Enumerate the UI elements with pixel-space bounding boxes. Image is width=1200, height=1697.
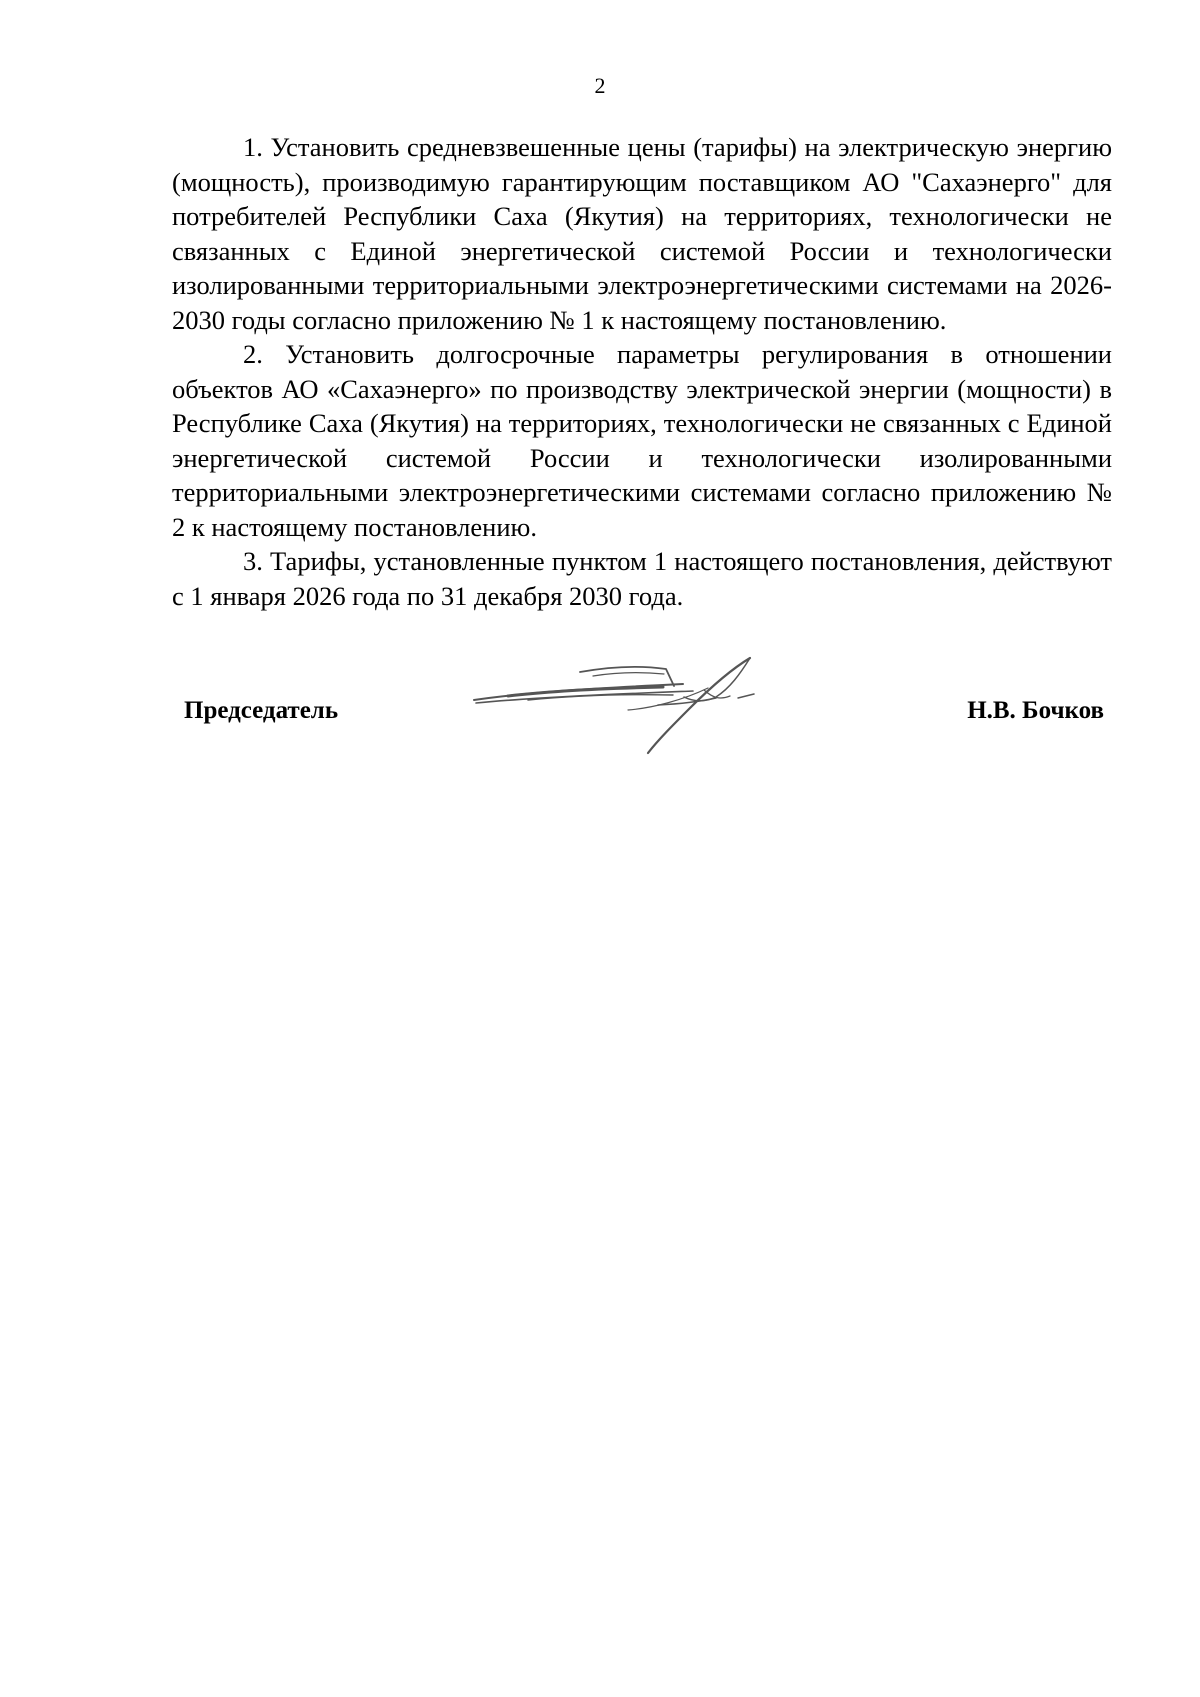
paragraph-2: 2. Установить долгосрочные параметры регулирования в отношении объектов АО «Сахаэнерго» по производству электрической энергии (мощности) в Республике Саха (Якутия) на территориях, технологически не связанных с Единой энергетической системой России и технологически изолированными территориальными электроэнергетическими системами согласно приложению № 2 к настоящему постановлению. [172, 339, 1112, 542]
signatory-name: Н.В. Бочков [967, 697, 1104, 724]
page-number: 2 [594, 73, 606, 98]
document-body [172, 130, 1112, 613]
signatory-title: Председатель [184, 697, 339, 724]
paragraph-1: 1. Установить средневзвешенные цены (тарифы) на электрическую энергию (мощность), производимую гарантирующим поставщиком АО "Сахаэнерго" для потребителей Республики Саха (Якутия) на территориях, технологически не связанных с Единой энергетической системой России и технологически изолированными территориальными электроэнергетическими системами на 2026-2030 годы согласно приложению № 1 к настоящему постановлению. [172, 132, 1112, 335]
signature-block [172, 695, 1112, 735]
paragraph-3: 3. Тарифы, установленные пунктом 1 настоящего постановления, действуют с 1 января 2026 года по 31 декабря 2030 года. [172, 546, 1112, 611]
